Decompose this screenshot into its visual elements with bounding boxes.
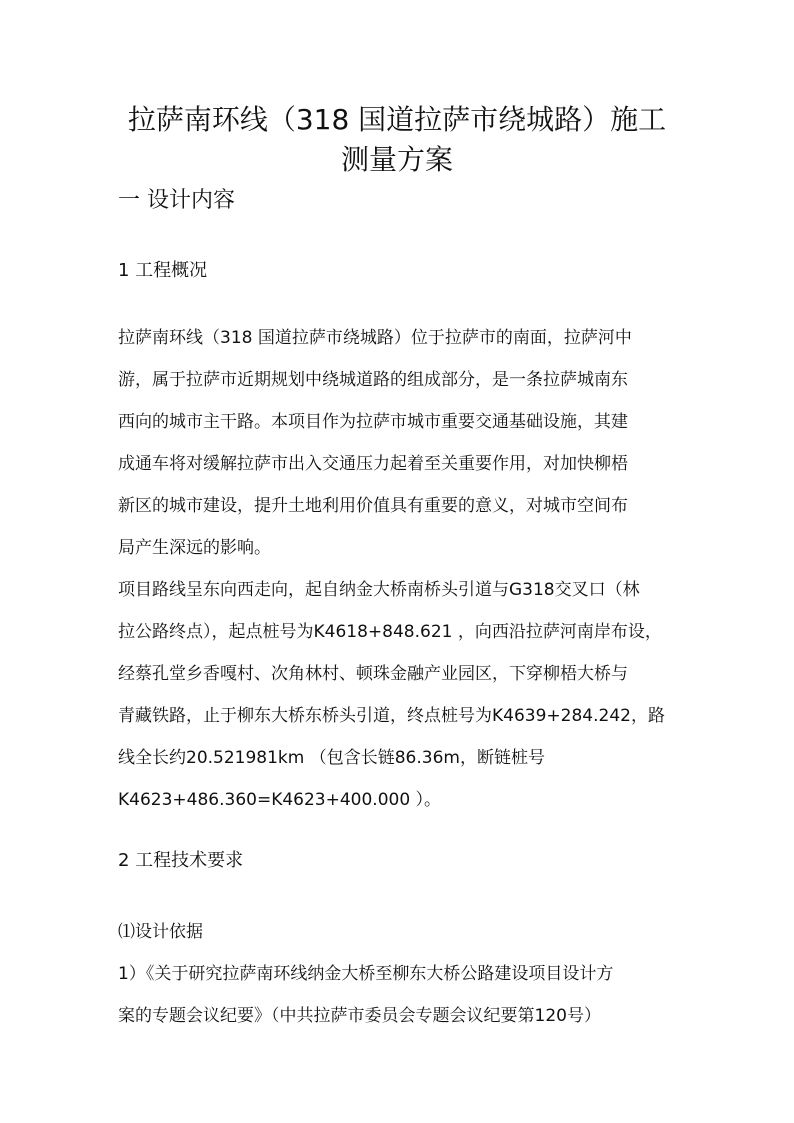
paragraph-line: 项目路线呈东向西走向，起自纳金大桥南桥头引道与G318交叉口（林 [118,580,640,600]
document-title-line-2: 测量方案 [340,143,453,176]
document-title-line-1: 拉萨南环线（318 国道拉萨市绕城路）施工 [127,103,667,136]
section-heading-design-content: 一 设计内容 [118,188,235,213]
paragraph-line: 成通车将对缓解拉萨市出入交通压力起着至关重要作用，对加快柳梧 [118,454,628,474]
paragraph-line: K4623+486.360=K4623+400.000 ）。 [118,790,442,810]
subheading-project-overview: 1 工程概况 [118,260,208,281]
paragraph-line: 案的专题会议纪要》（中共拉萨市委员会专题会议纪要第120号） [118,1006,601,1026]
paragraph-line: 西向的城市主干路。本项目作为拉萨市城市重要交通基础设施，其建 [118,412,628,432]
paragraph-line: 新区的城市建设，提升土地利用价值具有重要的意义，对城市空间布 [118,496,628,516]
paragraph-line: 拉萨南环线（318 国道拉萨市绕城路）位于拉萨市的南面，拉萨河中 [118,328,632,348]
list-item-design-basis [118,911,698,953]
subheading-technical-requirements: 2 工程技术要求 [118,850,244,871]
paragraph-line: 1）《关于研究拉萨南环线纳金大桥至柳东大桥公路建设项目设计方 [118,964,614,984]
paragraph-line: 游，属于拉萨市近期规划中绕城道路的组成部分，是一条拉萨城南东 [118,370,628,390]
paragraph-line: 经蔡孔堂乡香嘎村、次角林村、顿珠金融产业园区，下穿柳梧大桥与 [118,664,628,684]
paragraph-line: 拉公路终点），起点桩号为K4618+848.621 ，向西沿拉萨河南岸布设， [118,622,662,642]
paragraph-route [118,569,698,821]
paragraph-line: ⑴设计依据 [118,922,203,942]
paragraph-overview [118,317,698,569]
paragraph-line: 局产生深远的影响。 [118,538,271,558]
paragraph-line: 线全长约20.521981km （包含长链86.36m，断链桩号 [118,748,545,768]
paragraph-line: 青藏铁路，止于柳东大桥东桥头引道，终点桩号为K4639+284.242，路 [118,706,665,726]
paragraph-reference [118,953,698,1037]
